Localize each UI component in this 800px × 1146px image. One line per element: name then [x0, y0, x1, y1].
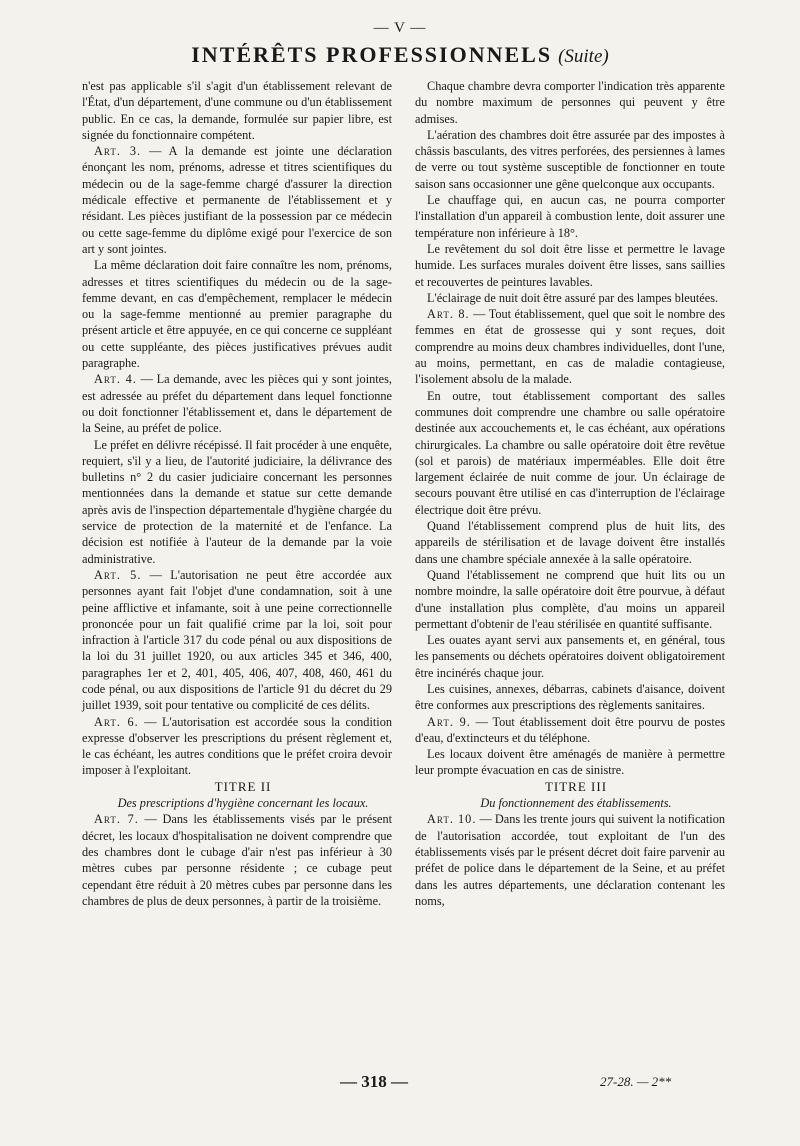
- article-3: [82, 143, 392, 257]
- paragraph: Quand l'établissement ne comprend que huit lits ou un nombre moindre, la salle opératoire doit être pourvue, à défaut d'une installation plus complète, d'au moins un appareil permettant d'obtenir de l'eau stérilisée en quantité suffisante.: [415, 567, 725, 631]
- article-label: Art. 8.: [427, 307, 470, 322]
- article-label: Art. 4.: [94, 372, 137, 387]
- paragraph: En outre, tout établissement comportant des salles communes doit comprendre une chambre ou salle opératoire destinée aux accouchements et, le cas échéant, aux opérations chirurgicales. La chambre ou salle opératoire doit être revêtue (sol et parois) de matériaux imperméables. Elle doit être largement éclairée de nuit comme de jour. Un éclairage de secours pouvant être utilisé en cas d'interruption de l'éclairage électrique doit être prévu.: [415, 388, 725, 517]
- article-label: Art. 7.: [94, 812, 139, 827]
- article-text: — Dans les établissements visés par le présent décret, les locaux d'hospitalisation ne doivent comprendre que des chambres dont le cubage d'air n'est pas inférieur à 30 mètres cubes par personne résidente ; ce cubage peut cependant être réduit à 20 mètres cubes par personne dans les chambres de plus de deux personnes, à partir de la troisième.: [82, 812, 393, 908]
- paragraph: Le chauffage qui, en aucun cas, ne pourra comporter l'installation d'un appareil à combustion lente, doit assurer une température non inférieure à 18°.: [415, 193, 725, 240]
- page-title-text: INTÉRÊTS PROFESSIONNELS: [191, 42, 553, 67]
- left-column: [82, 78, 392, 909]
- paragraph: n'est pas applicable s'il s'agit d'un établissement relevant de l'État, d'un département, d'une commune ou d'un établissement public. En ce cas, la demande, formulée sur papier libre, est signée du fonctionnaire compétent.: [82, 79, 392, 142]
- paragraph: Quand l'établissement comprend plus de huit lits, des appareils de stérilisation et de lavage doivent être installés dans une chambre spéciale annexée à la salle opératoire.: [415, 519, 725, 566]
- paragraph: Le revêtement du sol doit être lisse et permettre le lavage humide. Les surfaces murales doivent être lisses, sans saillies et recouvertes de peintures lavables.: [415, 241, 725, 289]
- article-7: [82, 811, 392, 909]
- right-column: [415, 78, 725, 909]
- article-text: — Dans les trente jours qui suivent la notification de l'autorisation accordée, tout exploitant de l'un des établissements visés par le présent décret doit faire parvenir au préfet de police dans le département de la Seine, et au préfet dans les autres départements, une déclaration contenant les noms,: [415, 812, 725, 908]
- paragraph: Le préfet en délivre récépissé. Il fait procéder à une enquête, requiert, s'il y a lieu, de l'autorité judiciaire, la délivrance des bulletins n° 2 du casier judiciaire concernant les personnes mentionnées dans la demande et statue sur cette demande après avis de l'inspection départementale d'hygiène chargée du service de protection de la maternité et de l'enfance. La décision est notifiée à l'auteur de la demande par la voie administrative.: [82, 437, 392, 566]
- article-text: — A la demande est jointe une déclaration énonçant les nom, prénoms, adresse et titres scientifiques du médecin ou de la sage-femme chargé d'assurer la direction médicale effective et permanente de l'établissement et y résidant. Les pièces justifiant de la possession par ce médecin ou cette sage-femme du diplôme exigé pour l'exercice de son art y sont jointes.: [82, 144, 392, 256]
- article-9: [415, 714, 725, 747]
- paragraph: Les cuisines, annexes, débarras, cabinets d'aisance, doivent être conformes aux prescriptions des règlements sanitaires.: [415, 681, 725, 713]
- article-text: — La demande, avec les pièces qui y sont jointes, est adressée au préfet du département dans lequel fonctionne ou doit fonctionner l'établissement et, dans le département de la Seine, au préfet de police.: [82, 372, 392, 436]
- article-label: Art. 10.: [427, 812, 477, 827]
- paragraph: Les ouates ayant servi aux pansements et, en général, tous les pansements ou déchets opératoires doivent obligatoirement être incinérés chaque jour.: [415, 633, 725, 680]
- section-heading: TITRE III: [544, 778, 608, 794]
- article-label: Art. 6.: [94, 714, 139, 729]
- paragraph: Les locaux doivent être aménagés de manière à permettre leur prompte évacuation en cas de sinistre.: [415, 747, 725, 778]
- article-6: [82, 714, 392, 779]
- signature-mark: 27-28. — 2**: [600, 1074, 672, 1089]
- article-5: [82, 567, 392, 714]
- article-label: Art. 9.: [427, 714, 471, 729]
- page-number: — V —: [373, 20, 427, 36]
- article-text: — L'autorisation ne peut être accordée aux personnes ayant fait l'objet d'une condamnation, soit à une peine afflictive et infamante, soit à une peine correctionnelle prononcée pour un fait qualifié crime par la loi, soit pour infraction à l'article 317 du code pénal ou aux dispositions de la loi du 31 juillet 1920, ou aux articles 345 et 346, 400, paragraphes 1er et 2, 401, 405, 406, 407, 408, 460, 461 du code pénal, ou aux dispositions de l'article 91 du décret du 29 juillet 1939, soit pour tentative ou complicité de ces délits.: [82, 567, 392, 713]
- article-text: — Tout établissement doit être pourvu de postes d'eau, d'extincteurs et du téléphone.: [415, 714, 725, 745]
- article-text: — L'autorisation est accordée sous la condition expresse d'observer les prescriptions du présent règlement et, le cas échéant, les autres conditions que le préfet croira devoir imposer à l'exploitant.: [82, 714, 392, 778]
- page-title-suffix: (Suite): [558, 46, 609, 67]
- article-text: — Tout établissement, quel que soit le nombre des femmes en état de grossesse qui y sont reçues, doit comprendre au moins deux chambres individuelles, dont l'une, au moins, permettant, en cas de maladie contagieuse, l'isolement absolu de la malade.: [415, 307, 726, 387]
- section-subheading: Du fonctionnement des établissements.: [480, 796, 672, 811]
- article-label: Art. 5.: [94, 567, 142, 582]
- folio: — 318 —: [340, 1072, 408, 1091]
- paragraph: Chaque chambre devra comporter l'indication très apparente du nombre maximum de personnes qui peuvent y être admises.: [415, 79, 725, 126]
- paragraph: L'éclairage de nuit doit être assuré par des lampes bleutées.: [427, 290, 719, 305]
- section-heading: TITRE II: [214, 778, 272, 794]
- article-10: [415, 811, 725, 909]
- page-title: [0, 42, 800, 68]
- article-8: [415, 306, 725, 387]
- article-label: Art. 3.: [94, 144, 142, 159]
- paragraph: L'aération des chambres doit être assurée par des impostes à châssis basculants, des vitres perforées, des persiennes à lames de verre ou tout système susceptible de fonctionner en toute saison sans occasionner une gêne quelconque aux occupants.: [415, 127, 725, 191]
- article-4: [82, 371, 392, 436]
- section-subheading: Des prescriptions d'hygiène concernant les locaux.: [117, 796, 369, 811]
- paragraph: La même déclaration doit faire connaître les nom, prénoms, adresses et titres scientifiques du médecin ou de la sage-femme devant, en cas d'empêchement, remplacer le médecin ou la sage-femme mentionné au premier paragraphe du présent article et être appuyée, en ce qui concerne ce suppléant ou cette suppléante, des pièces justificatives prévues audit paragraphe.: [82, 258, 392, 371]
